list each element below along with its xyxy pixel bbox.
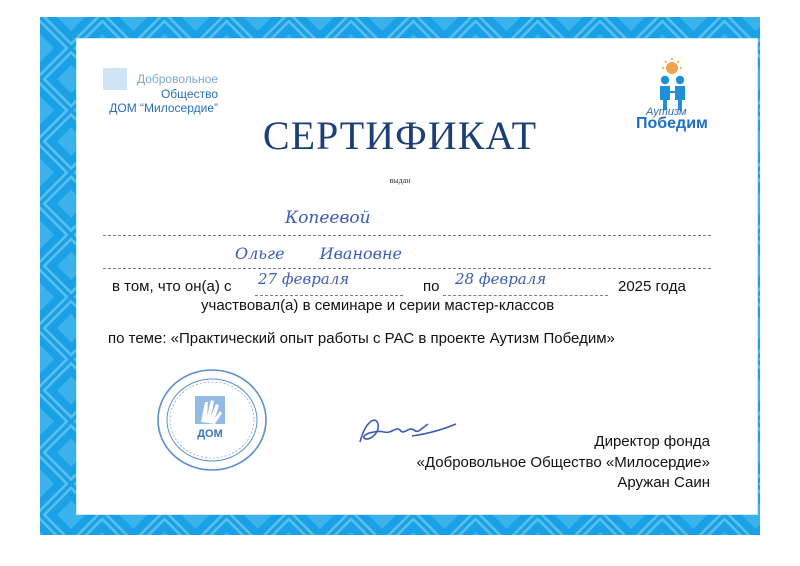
- recipient-name: Ольге Ивановне: [235, 244, 402, 263]
- body-middle: по: [423, 278, 440, 295]
- date-to-line: [443, 295, 608, 296]
- body-topic: по теме: «Практический опыт работы с РАС в проекте Аутизм Победим»: [108, 330, 615, 347]
- director-title: Директор фонда: [594, 433, 710, 450]
- org-line-2: Общество: [160, 86, 218, 101]
- recipient-surname: Копеевой: [285, 208, 371, 228]
- issued-label: выдан: [389, 176, 411, 185]
- body-line-2: участвовал(а) в семинаре и серии мастер-классов: [201, 297, 555, 314]
- director-name: Аружан Саин: [617, 474, 710, 491]
- org-logo-text: [93, 72, 218, 116]
- org-line-3: ДОМ “Милосердие”: [109, 101, 218, 115]
- org-line-1: Добровольное: [136, 72, 218, 86]
- date-from: 27 февраля: [258, 270, 350, 288]
- name-line: [103, 268, 711, 269]
- surname-line: [103, 235, 711, 236]
- date-from-line: [255, 295, 403, 296]
- body-prefix: в том, что он(а) с: [112, 278, 232, 295]
- date-to: 28 февраля: [455, 270, 547, 288]
- director-org: «Добровольное Общество «Милосердие»: [416, 454, 710, 471]
- org-stamp: [155, 366, 270, 474]
- certificate-title: СЕРТИФИКАТ: [262, 113, 538, 158]
- stamp-center-text: ДОМ: [197, 428, 223, 440]
- signature: [352, 412, 462, 450]
- body-year: 2025 года: [618, 278, 686, 295]
- brand-line-2: Победим: [636, 115, 708, 132]
- brand-line-1: Аутизм: [646, 106, 687, 118]
